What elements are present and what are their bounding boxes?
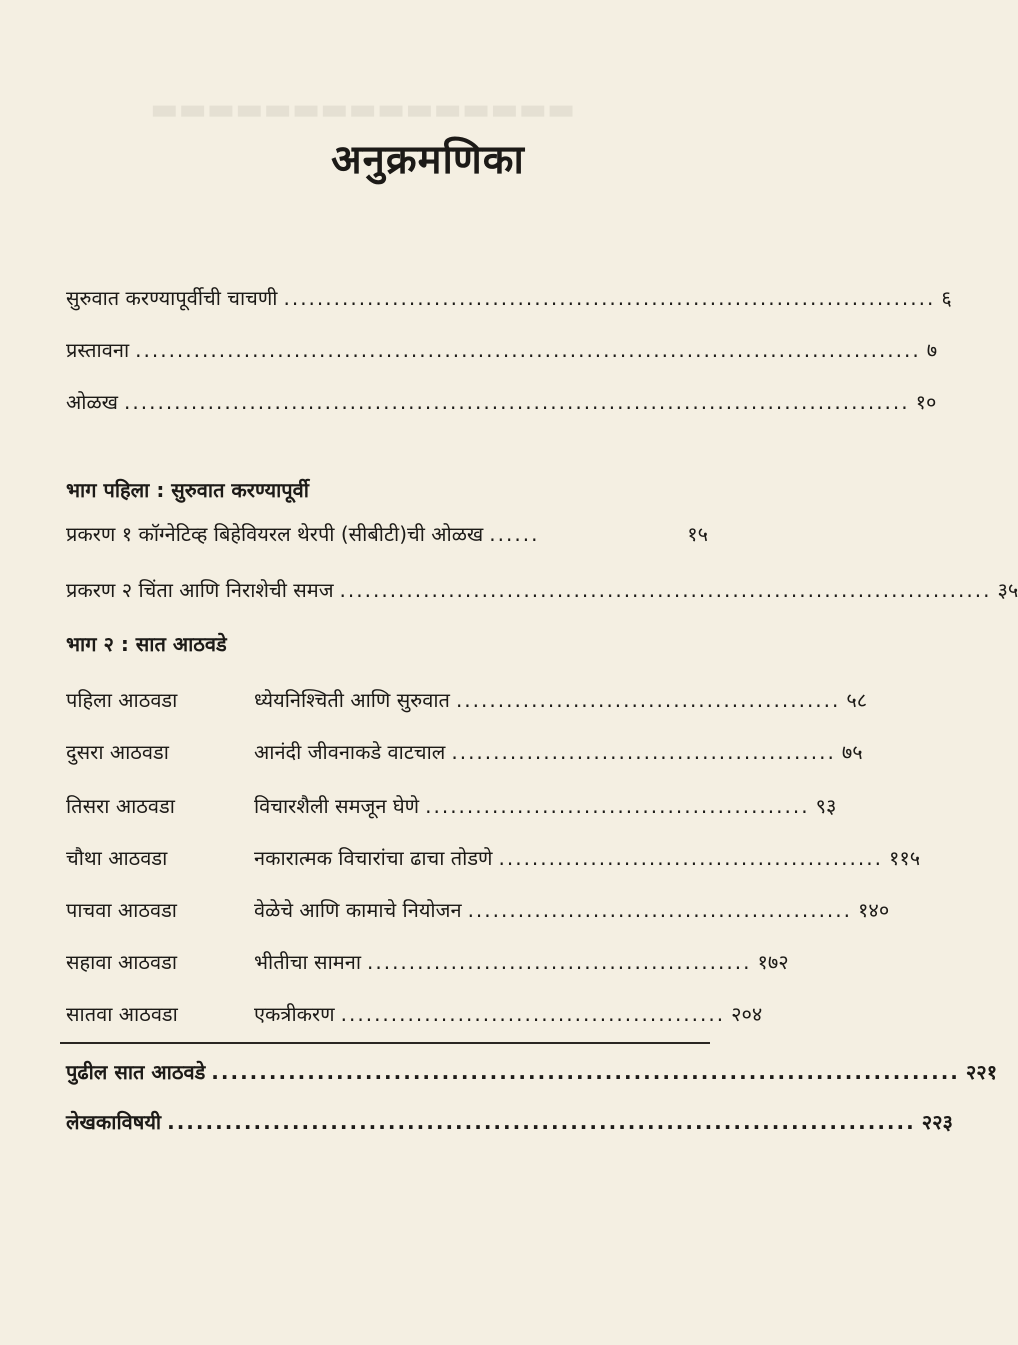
toc-entry[interactable] bbox=[66, 1000, 763, 1027]
week-label: दुसरा आठवडा bbox=[66, 740, 169, 764]
toc-entry[interactable] bbox=[66, 896, 890, 923]
toc-entry[interactable] bbox=[66, 336, 938, 363]
toc-entry[interactable] bbox=[66, 576, 1018, 603]
entry-page: १५ bbox=[687, 522, 708, 546]
entry-page: १४० bbox=[858, 898, 890, 922]
entry-page: २२१ bbox=[965, 1060, 998, 1084]
week-label: चौथा आठवडा bbox=[66, 846, 168, 870]
week-label: सहावा आठवडा bbox=[66, 950, 178, 974]
leader-dots: .............................................................................................. bbox=[124, 390, 910, 414]
week-label: तिसरा आठवडा bbox=[66, 794, 175, 818]
leader-dots: .............................................................................. bbox=[283, 286, 936, 310]
entry-label: लेखकाविषयी bbox=[66, 1110, 162, 1134]
leader-dots: .............................................. bbox=[425, 794, 810, 818]
leader-dots: .............................................. bbox=[367, 950, 752, 974]
entry-label: प्रकरण २ चिंता आणि निराशेची समज bbox=[66, 578, 334, 602]
entry-label: भीतीचा सामना bbox=[254, 950, 361, 974]
divider-rule bbox=[60, 1042, 710, 1044]
entry-page: ५८ bbox=[846, 688, 868, 712]
leader-dots: .............................................. bbox=[451, 740, 836, 764]
entry-page: ६ bbox=[941, 286, 952, 310]
entry-label: आनंदी जीवनाकडे वाटचाल bbox=[254, 740, 446, 764]
entry-label: एकत्रीकरण bbox=[254, 1002, 335, 1026]
entry-label: विचारशैली समजून घेणे bbox=[254, 794, 420, 818]
entry-label: नकारात्मक विचारांचा ढाचा तोडणे bbox=[254, 846, 493, 870]
leader-dots: .............................................................................. bbox=[211, 1060, 960, 1084]
entry-label: सुरुवात करण्यापूर्वीची चाचणी bbox=[66, 286, 278, 310]
entry-page: ७ bbox=[926, 338, 938, 362]
toc-entry[interactable] bbox=[66, 520, 708, 547]
part-heading: भाग पहिला : सुरुवात करण्यापूर्वी bbox=[66, 478, 309, 502]
leader-dots: .............................................................................. bbox=[339, 578, 992, 602]
leader-dots: .............................................. bbox=[498, 846, 883, 870]
week-label: सातवा आठवडा bbox=[66, 1002, 178, 1026]
page-title: अनुक्रमणिका bbox=[331, 137, 525, 183]
entry-page: ११५ bbox=[888, 846, 921, 870]
toc-entry[interactable] bbox=[66, 1058, 998, 1085]
week-label: पहिला आठवडा bbox=[66, 688, 178, 712]
toc-entry[interactable] bbox=[66, 686, 868, 713]
leader-dots: .............................................. bbox=[455, 688, 841, 712]
toc-entry[interactable] bbox=[66, 1108, 953, 1135]
leader-dots: .............................................................................................. bbox=[135, 338, 921, 362]
entry-page: १० bbox=[915, 390, 937, 414]
leader-dots: ...... bbox=[489, 522, 540, 546]
leader-dots: .............................................. bbox=[340, 1002, 726, 1026]
toc-entry[interactable] bbox=[66, 948, 789, 975]
entry-label: ध्येयनिश्चिती आणि सुरुवात bbox=[254, 688, 450, 712]
toc-entry[interactable] bbox=[66, 844, 921, 871]
entry-label: वेळेचे आणि कामाचे नियोजन bbox=[254, 898, 462, 922]
entry-page: ९३ bbox=[815, 794, 837, 818]
entry-page: १७२ bbox=[757, 950, 789, 974]
entry-page: २०४ bbox=[731, 1002, 763, 1026]
week-label: पाचवा आठवडा bbox=[66, 898, 177, 922]
entry-label: ओळख bbox=[66, 390, 119, 414]
bleed-through-text: ▬▬▬▬▬▬▬▬▬▬▬▬▬▬▬ bbox=[150, 92, 576, 127]
leader-dots: .............................................................................. bbox=[167, 1110, 916, 1134]
toc-entry[interactable] bbox=[66, 738, 863, 765]
leader-dots: .............................................. bbox=[467, 898, 853, 922]
entry-label: प्रकरण १ कॉग्नेटिव्ह बिहेवियरल थेरपी (सीबीटी)ची ओळख bbox=[66, 522, 484, 546]
entry-page: २२३ bbox=[921, 1110, 953, 1134]
part-heading: भाग २ : सात आठवडे bbox=[66, 632, 227, 656]
toc-entry[interactable] bbox=[66, 388, 937, 415]
entry-label: पुढील सात आठवडे bbox=[66, 1060, 206, 1084]
toc-entry[interactable] bbox=[66, 284, 952, 311]
toc-entry[interactable] bbox=[66, 792, 837, 819]
entry-label: प्रस्तावना bbox=[66, 338, 130, 362]
entry-page: ३५ bbox=[997, 578, 1018, 602]
entry-page: ७५ bbox=[841, 740, 863, 764]
